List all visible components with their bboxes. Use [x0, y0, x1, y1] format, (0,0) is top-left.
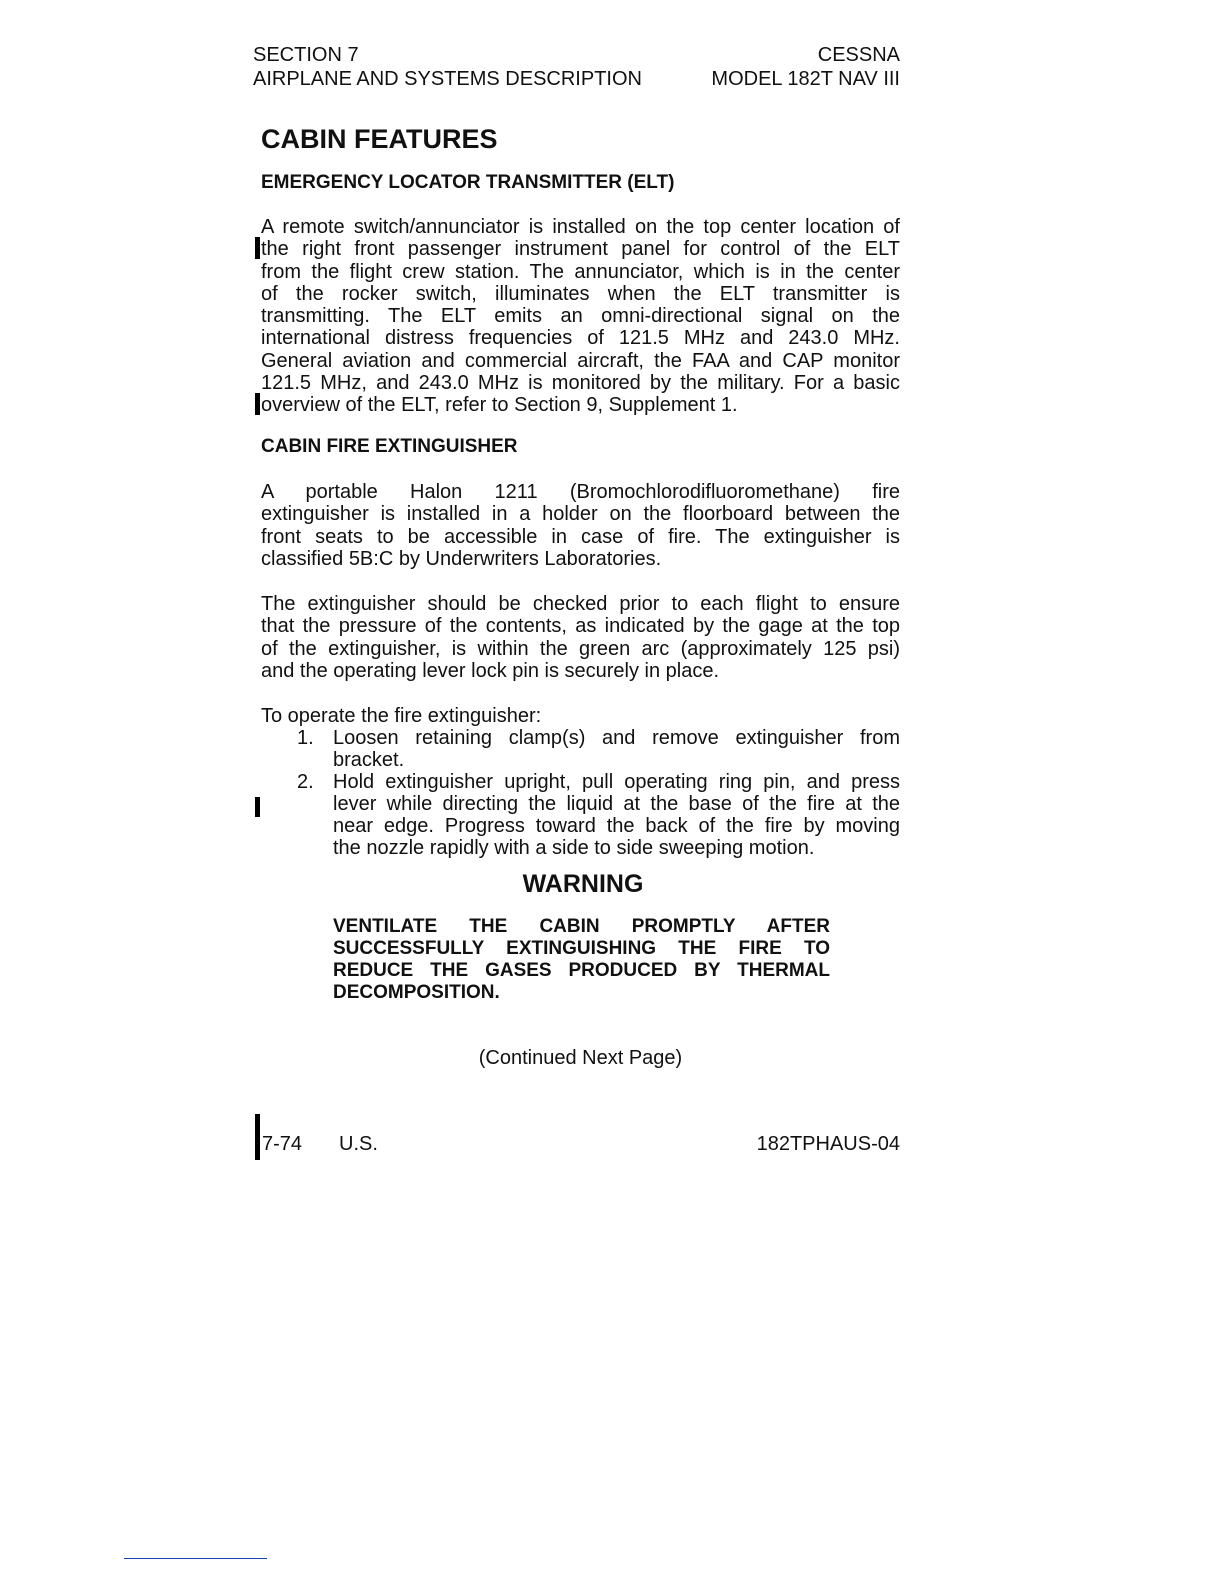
elt-line: overview of the ELT, refer to Section 9, Supplement 1. [261, 394, 738, 417]
paragraph-line: that the pressure of the contents, as indicated by the gage at the top [261, 615, 900, 638]
model-label: MODEL 182T NAV III [711, 68, 900, 90]
page-number: 7-74 [262, 1133, 303, 1155]
paragraph-line: front seats to be accessible in case of fire. The extinguisher is [261, 525, 900, 548]
continued-note: (Continued Next Page) [478, 1047, 683, 1069]
paragraph-line: A portable Halon 1211 (Bromochlorodifluoromethane) fire [261, 481, 900, 503]
warning-text [333, 916, 830, 1004]
section-label: SECTION 7 [253, 44, 359, 66]
step-number: 2. [297, 771, 314, 793]
warning-line: DECOMPOSITION. [333, 982, 500, 1003]
warning-line: SUCCESSFULLY EXTINGUISHING THE FIRE TO [333, 938, 830, 959]
step-line: near edge. Progress toward the back of the fire by moving [333, 815, 900, 837]
step-line: the nozzle rapidly with a side to side sweeping motion. [333, 837, 815, 859]
paragraph-line: extinguisher is installed in a holder on the floorboard between the [261, 503, 900, 526]
operate-intro: To operate the fire extinguisher: [261, 705, 542, 727]
warning-line: VENTILATE THE CABIN PROMPTLY AFTER [333, 916, 830, 937]
manufacturer-label: CESSNA [817, 44, 900, 66]
warning-title: WARNING [522, 870, 644, 898]
elt-line: international distress frequencies of 121.5 MHz and 243.0 MHz. [261, 327, 900, 350]
extinguisher-paragraph-2 [261, 593, 900, 682]
elt-line: General aviation and commercial aircraft, the FAA and CAP monitor [261, 349, 900, 372]
revision-bar [255, 1114, 260, 1160]
revision-bar [255, 237, 260, 259]
elt-line: A remote switch/annunciator is installed on the top center location of [261, 216, 900, 238]
paragraph-line: The extinguisher should be checked prior to each flight to ensure [261, 593, 900, 615]
elt-line: 121.5 MHz, and 243.0 MHz is monitored by the military. For a basic [261, 372, 900, 395]
list-item [333, 727, 900, 771]
extinguisher-heading: CABIN FIRE EXTINGUISHER [261, 436, 518, 457]
paragraph-line: of the extinguisher, is within the green arc (approximately 125 psi) [261, 637, 900, 660]
step-line: lever while directing the liquid at the base of the fire at the [333, 793, 900, 815]
list-item [333, 771, 900, 859]
elt-line: the right front passenger instrument panel for control of the ELT [261, 238, 900, 261]
elt-line: of the rocker switch, illuminates when the ELT transmitter is [261, 282, 900, 305]
step-line: Hold extinguisher upright, pull operating ring pin, and press [333, 771, 900, 793]
step-line: Loosen retaining clamp(s) and remove extinguisher from [333, 727, 900, 749]
step-number: 1. [297, 727, 314, 749]
region-label: U.S. [339, 1133, 378, 1155]
extinguisher-paragraph-1 [261, 481, 900, 570]
paragraph-line: classified 5B:C by Underwriters Laboratories. [261, 547, 662, 570]
revision-bar [255, 797, 260, 817]
elt-paragraph [261, 216, 900, 417]
document-id: 182TPHAUS-04 [756, 1133, 900, 1155]
divider-line [124, 1558, 267, 1559]
elt-heading: EMERGENCY LOCATOR TRANSMITTER (ELT) [261, 172, 675, 193]
elt-line: from the flight crew station. The annunciator, which is in the center [261, 260, 900, 283]
page-title: CABIN FEATURES [261, 124, 498, 154]
revision-bar [255, 393, 260, 415]
step-line: bracket. [333, 749, 405, 771]
section-title: AIRPLANE AND SYSTEMS DESCRIPTION [253, 68, 642, 90]
paragraph-line: and the operating lever lock pin is securely in place. [261, 659, 720, 682]
elt-line: transmitting. The ELT emits an omni-directional signal on the [261, 305, 900, 328]
warning-line: REDUCE THE GASES PRODUCED BY THERMAL [333, 960, 830, 981]
running-header-left [253, 43, 642, 91]
running-header-right [620, 43, 900, 91]
